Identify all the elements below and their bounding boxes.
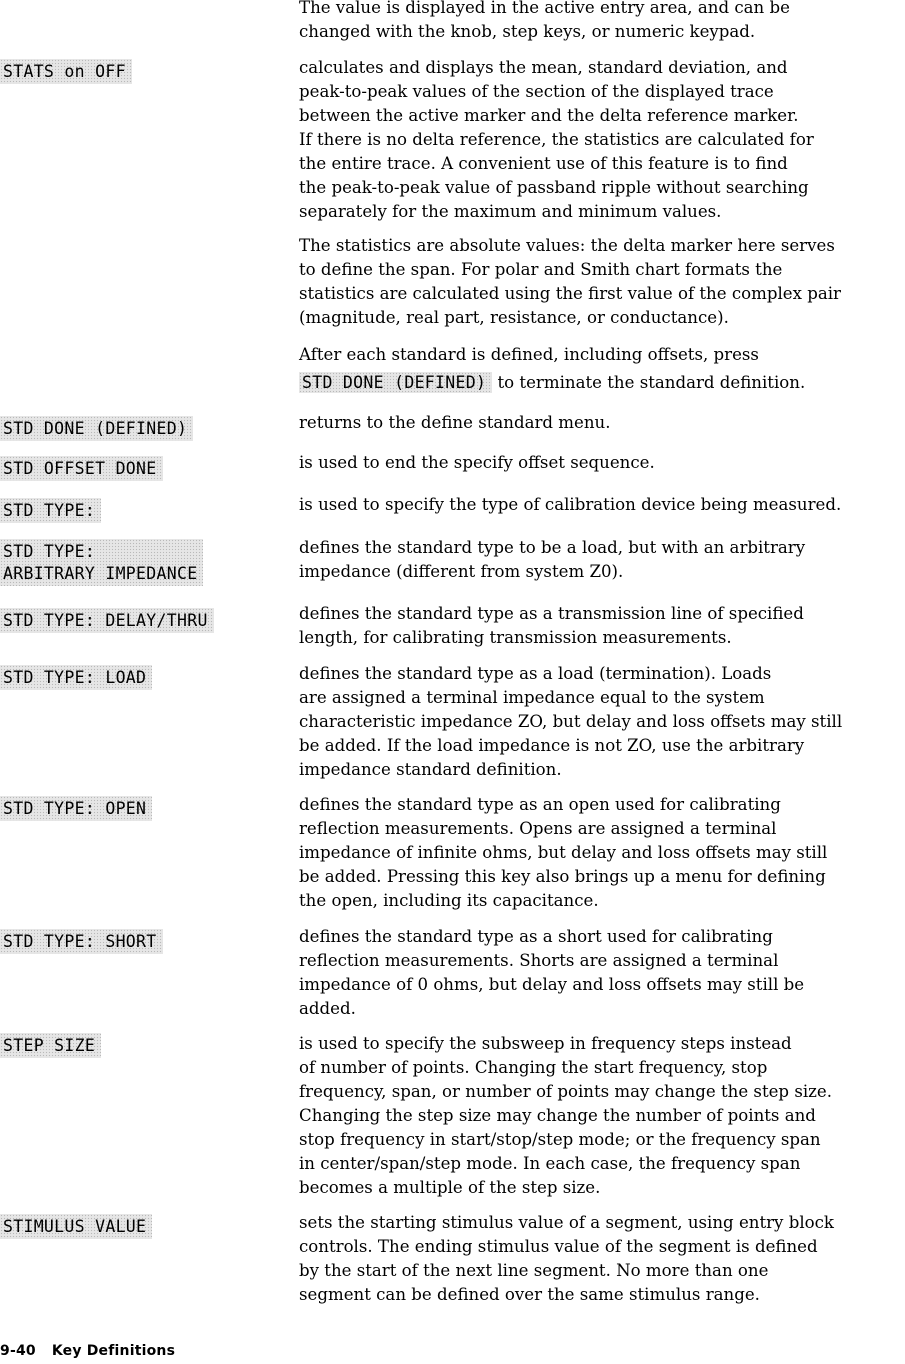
- text-line: the entire trace. A convenient use of this feature is to find: [299, 154, 788, 173]
- desc-std-type-arbitrary-impedance: [299, 536, 905, 584]
- key-std-type-short[interactable]: [0, 929, 163, 954]
- text-line: the peak-to-peak value of passband ripple without searching: [299, 178, 809, 197]
- text-line: characteristic impedance ZO, but delay and loss offsets may still: [299, 712, 843, 731]
- text-line: defines the standard type as an open used for calibrating: [299, 795, 781, 814]
- text-line: defines the standard type as a short used for calibrating: [299, 927, 773, 946]
- key-label: STD TYPE: SHORT: [3, 932, 157, 951]
- intro-paragraph: [299, 0, 905, 44]
- text-line: defines the standard type to be a load, but with an arbitrary: [299, 538, 806, 557]
- std-done-note: [299, 343, 905, 395]
- desc-std-type-open: [299, 793, 905, 913]
- text-line: to define the span. For polar and Smith chart formats the: [299, 260, 783, 279]
- text-line: by the start of the next line segment. No more than one: [299, 1261, 769, 1280]
- text-line: becomes a multiple of the step size.: [299, 1178, 601, 1197]
- desc-std-done-defined: [299, 411, 905, 435]
- desc-std-type: [299, 493, 905, 517]
- text-line: impedance (different from system Z0).: [299, 562, 624, 581]
- key-label: STEP SIZE: [3, 1036, 96, 1055]
- desc-std-offset-done: [299, 451, 905, 475]
- desc-stats-note: [299, 234, 905, 330]
- key-stimulus-value[interactable]: [0, 1214, 152, 1239]
- key-label: STD TYPE: DELAY/THRU: [3, 611, 208, 630]
- text-line: sets the starting stimulus value of a segment, using entry block: [299, 1213, 834, 1232]
- desc-std-type-load: [299, 662, 905, 782]
- key-std-type[interactable]: [0, 498, 101, 523]
- text-line: impedance standard definition.: [299, 760, 562, 779]
- text-line: the open, including its capacitance.: [299, 891, 599, 910]
- key-std-offset-done[interactable]: [0, 456, 163, 481]
- text-line: The statistics are absolute values: the delta marker here serves: [299, 236, 835, 255]
- key-label: STATS on OFF: [3, 62, 126, 81]
- key-label: STD TYPE: LOAD: [3, 668, 147, 687]
- desc-std-type-short: [299, 925, 905, 1021]
- text-line: reflection measurements. Opens are assigned a terminal: [299, 819, 777, 838]
- text-line: in center/span/step mode. In each case, the frequency span: [299, 1154, 801, 1173]
- key-label: STD TYPE:: [3, 501, 96, 520]
- key-label: STD TYPE:: [3, 542, 96, 561]
- key-label: STD DONE (DEFINED): [3, 419, 188, 438]
- text-line: impedance of 0 ohms, but delay and loss offsets may still be: [299, 975, 805, 994]
- text-line: defines the standard type as a transmission line of specified: [299, 604, 804, 623]
- text-line: impedance of infinite ohms, but delay and loss offsets may still: [299, 843, 828, 862]
- desc-std-type-delay-thru: [299, 602, 905, 650]
- text-line: frequency, span, or number of points may change the step size.: [299, 1082, 832, 1101]
- key-step-size[interactable]: [0, 1033, 101, 1058]
- key-std-type-load[interactable]: [0, 665, 152, 690]
- text-line: be added. Pressing this key also brings up a menu for defining: [299, 867, 826, 886]
- section-title: Key Definitions: [51, 1343, 176, 1359]
- desc-step-size: [299, 1032, 905, 1200]
- text-line: The value is displayed in the active entry area, and can be: [299, 0, 790, 17]
- text-line: between the active marker and the delta reference marker.: [299, 106, 799, 125]
- key-label: STIMULUS VALUE: [3, 1217, 147, 1236]
- text-line-with-key: [299, 371, 905, 395]
- text-line: added.: [299, 999, 356, 1018]
- text-line: calculates and displays the mean, standard deviation, and: [299, 58, 788, 77]
- text-line: be added. If the load impedance is not ZO, use the arbitrary: [299, 736, 805, 755]
- text-line: controls. The ending stimulus value of the segment is defined: [299, 1237, 818, 1256]
- key-std-done-defined[interactable]: [0, 416, 193, 441]
- text-line: is used to end the specify offset sequence.: [299, 453, 655, 472]
- key-stats-on-off[interactable]: [0, 59, 132, 84]
- text-line: separately for the maximum and minimum values.: [299, 202, 722, 221]
- page-footer: [0, 1343, 191, 1359]
- text-line: segment can be defined over the same stimulus range.: [299, 1285, 760, 1304]
- key-std-type-open[interactable]: [0, 796, 152, 821]
- note-tail: to terminate the standard definition.: [497, 373, 806, 392]
- text-line: defines the standard type as a load (termination). Loads: [299, 664, 772, 683]
- key-label: ARBITRARY IMPEDANCE: [3, 564, 198, 583]
- text-line: are assigned a terminal impedance equal to the system: [299, 688, 765, 707]
- text-line: of number of points. Changing the start frequency, stop: [299, 1058, 768, 1077]
- text-line: is used to specify the subsweep in frequency steps instead: [299, 1034, 792, 1053]
- text-line: is used to specify the type of calibration device being measured.: [299, 495, 842, 514]
- text-line: If there is no delta reference, the statistics are calculated for: [299, 130, 814, 149]
- text-line: returns to the define standard menu.: [299, 413, 611, 432]
- text-line: peak-to-peak values of the section of the displayed trace: [299, 82, 774, 101]
- text-line: changed with the knob, step keys, or numeric keypad.: [299, 22, 756, 41]
- desc-stats-on-off: [299, 56, 905, 224]
- text-line: (magnitude, real part, resistance, or conductance).: [299, 308, 729, 327]
- inline-key-std-done-defined[interactable]: STD DONE (DEFINED): [299, 372, 492, 393]
- text-line: length, for calibrating transmission measurements.: [299, 628, 732, 647]
- text-line: reflection measurements. Shorts are assigned a terminal: [299, 951, 779, 970]
- text-line: Changing the step size may change the number of points and: [299, 1106, 816, 1125]
- key-label: STD OFFSET DONE: [3, 459, 157, 478]
- desc-stimulus-value: [299, 1211, 905, 1307]
- page-number: 9-40: [0, 1343, 36, 1359]
- text-line: stop frequency in start/stop/step mode; or the frequency span: [299, 1130, 821, 1149]
- text-line: statistics are calculated using the first value of the complex pair: [299, 284, 841, 303]
- key-label: STD TYPE: OPEN: [3, 799, 147, 818]
- text-line: After each standard is defined, including offsets, press: [299, 345, 759, 364]
- key-std-type-delay-thru[interactable]: [0, 608, 214, 633]
- key-std-type-arbitrary-impedance[interactable]: [0, 539, 203, 586]
